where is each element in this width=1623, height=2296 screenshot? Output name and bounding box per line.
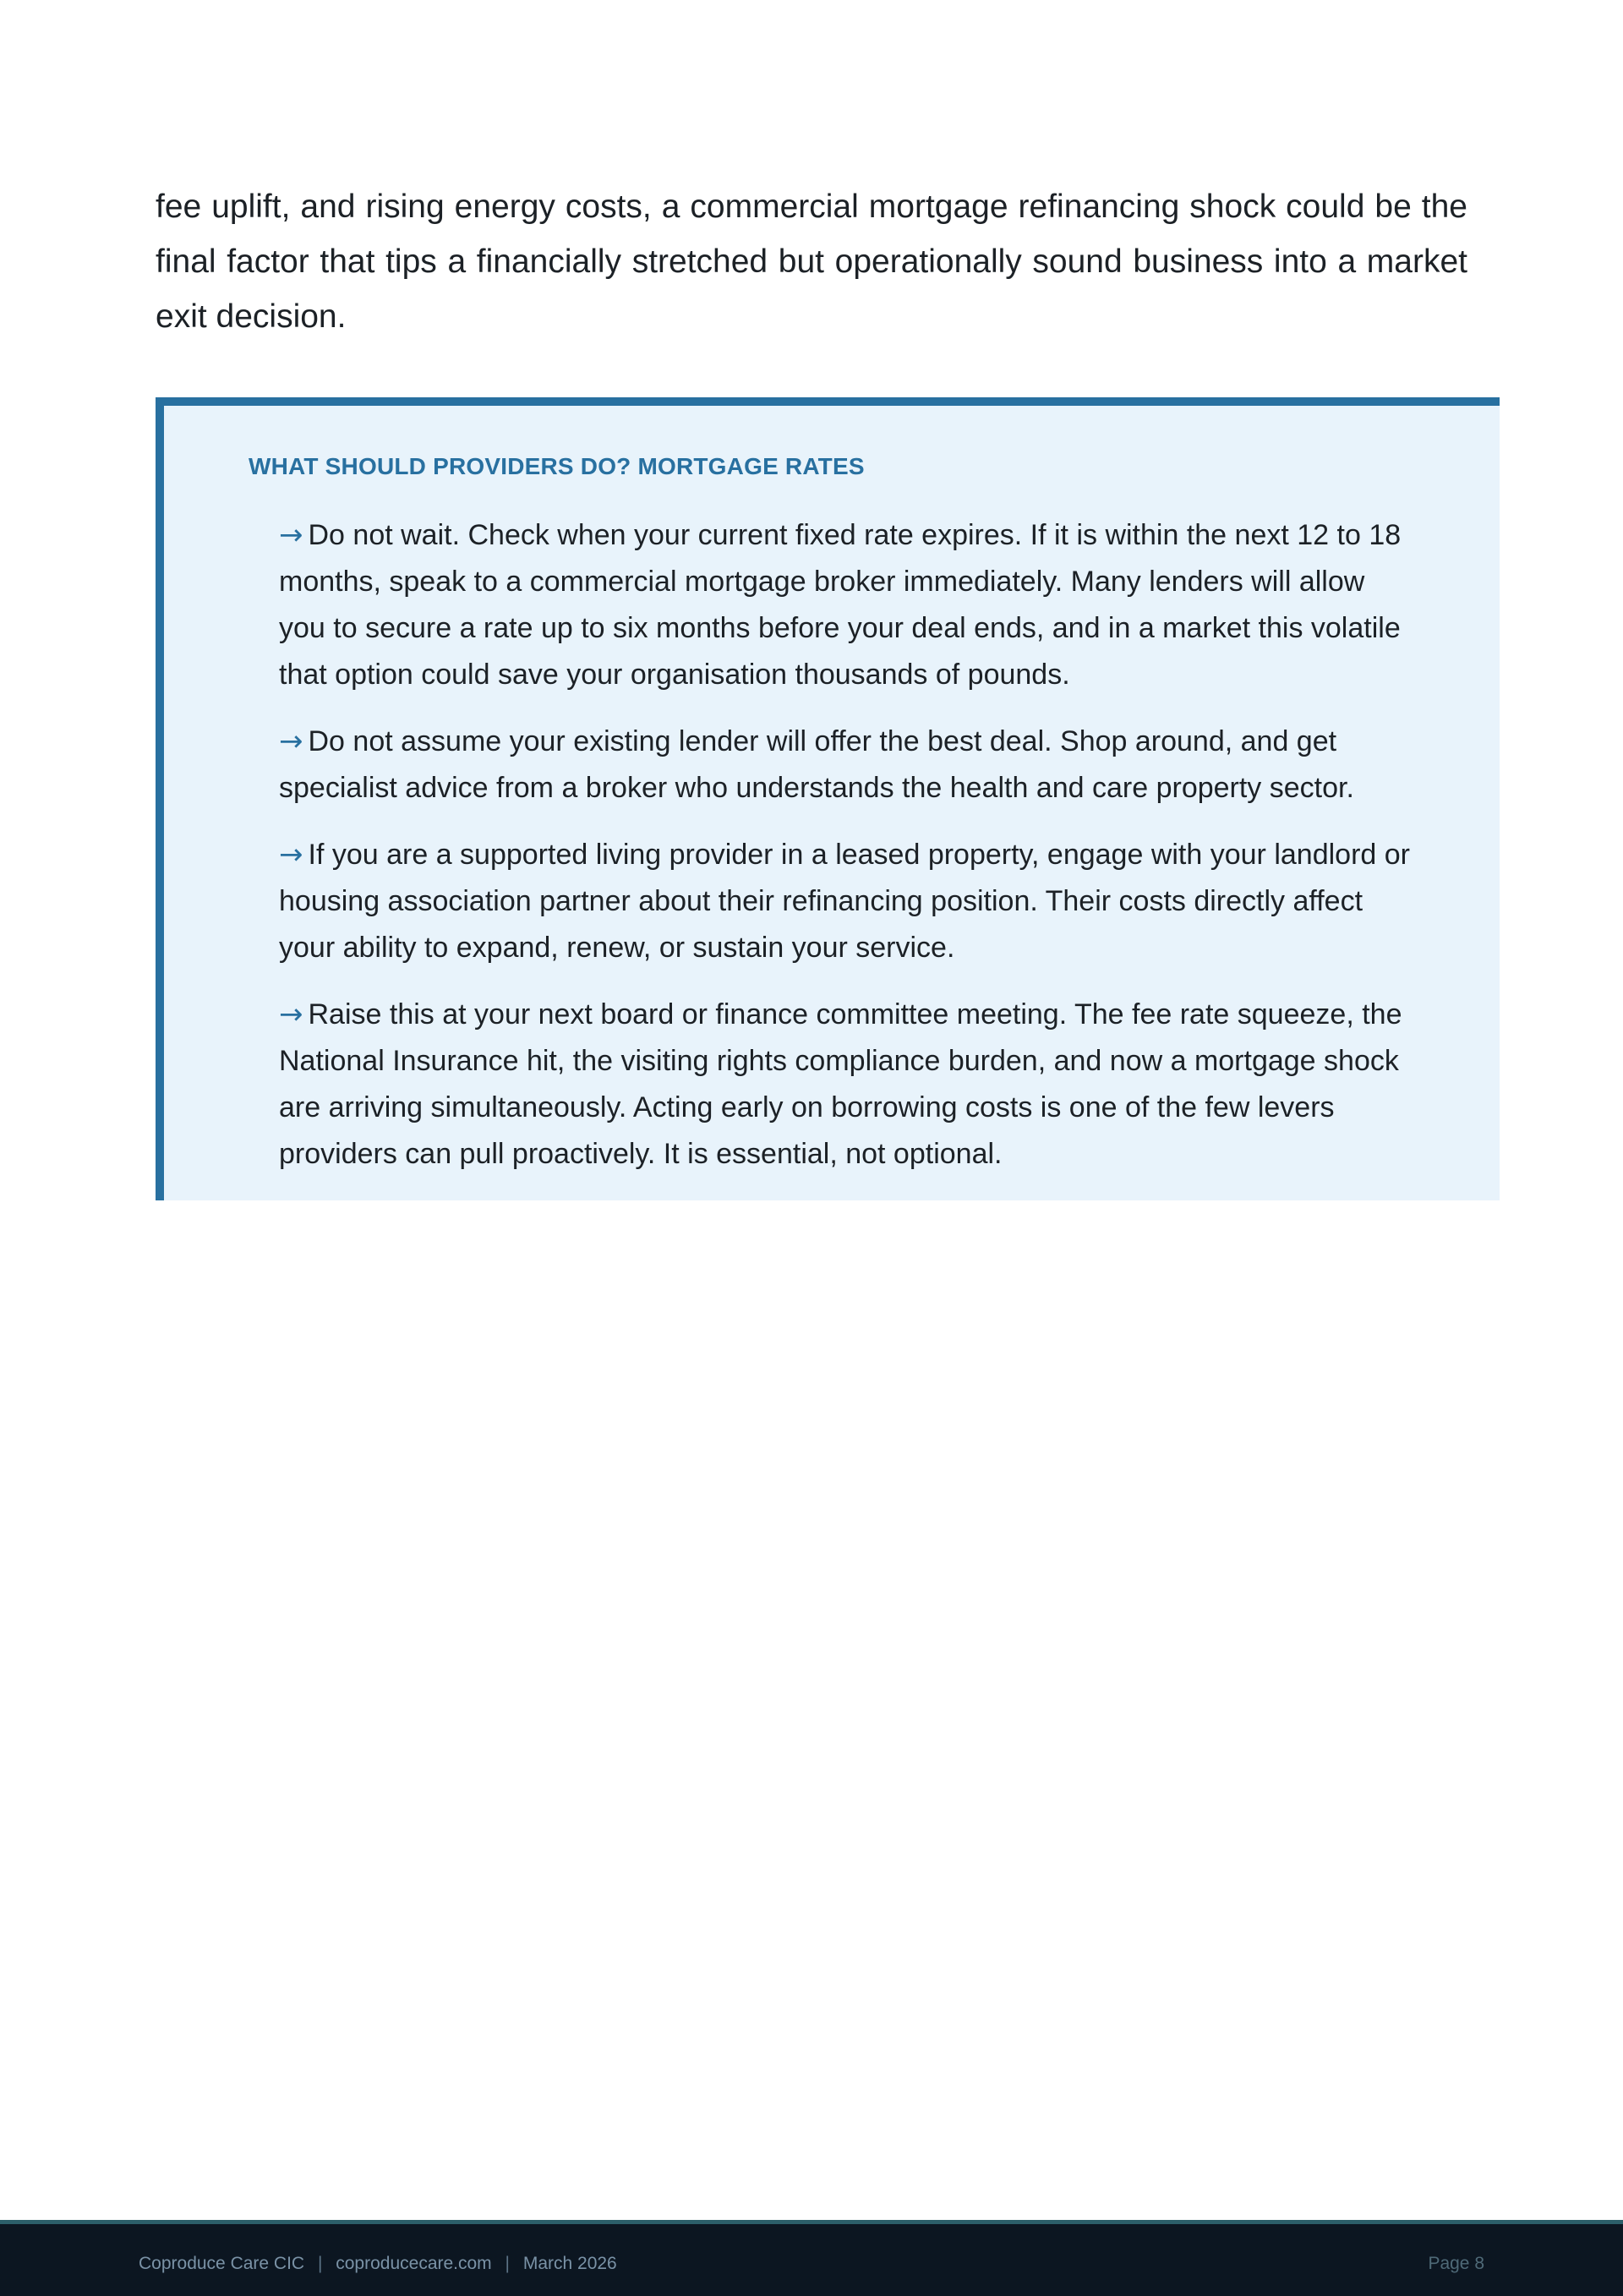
recommendation-item bbox=[279, 719, 1412, 812]
arrow-right-icon: → bbox=[279, 998, 303, 1031]
intro-paragraph: fee uplift, and rising energy costs, a commercial mortgage refinancing shock could be the final factor that tips a financially stretched but operationally sound business into a market exit decision. bbox=[156, 189, 1467, 335]
footer-website: coproducecare.com bbox=[336, 2254, 492, 2273]
recommendation-text: Do not wait. Check when your current fixed rate expires. If it is within the next 12 to 18 months, speak to a commercial mortgage broker immediately. Many lenders will allow you to secure a rate up to six months before your deal ends, and in a market this volatile that option could save your organisation thousands of pounds. bbox=[279, 519, 1402, 691]
footer-organisation: Coproduce Care CIC bbox=[139, 2254, 305, 2273]
recommendations-list bbox=[279, 512, 1412, 1198]
recommendation-item bbox=[279, 512, 1412, 698]
footer-separator: | bbox=[505, 2254, 510, 2273]
recommendation-text: Raise this at your next board or finance committee meeting. The fee rate squeeze, the National Insurance hit, the visiting rights compliance burden, and now a mortgage shock are arriving simultaneously. Acting early on borrowing costs is one of the few levers providers can pull proactively. It is essential, not optional. bbox=[279, 998, 1402, 1170]
recommendation-text: If you are a supported living provider in a leased property, engage with your landlord or housing association partner about their refinancing position. Their costs directly affect your ability to expand, renew, or sustain your service. bbox=[279, 839, 1410, 964]
footer-date: March 2026 bbox=[522, 2254, 617, 2273]
arrow-right-icon: → bbox=[279, 518, 303, 552]
recommendation-item bbox=[279, 992, 1412, 1178]
footer-info bbox=[139, 2254, 617, 2274]
mortgage-rates-callout bbox=[156, 397, 1500, 1200]
recommendation-item bbox=[279, 832, 1412, 971]
arrow-right-icon: → bbox=[279, 724, 303, 758]
callout-heading: WHAT SHOULD PROVIDERS DO? MORTGAGE RATES bbox=[249, 453, 865, 479]
arrow-right-icon: → bbox=[279, 838, 303, 872]
footer-separator: | bbox=[317, 2254, 323, 2273]
recommendation-text: Do not assume your existing lender will offer the best deal. Shop around, and get specialist advice from a broker who understands the health and care property sector. bbox=[279, 725, 1354, 804]
page-number: Page 8 bbox=[1428, 2254, 1484, 2273]
page-footer bbox=[0, 2220, 1623, 2296]
